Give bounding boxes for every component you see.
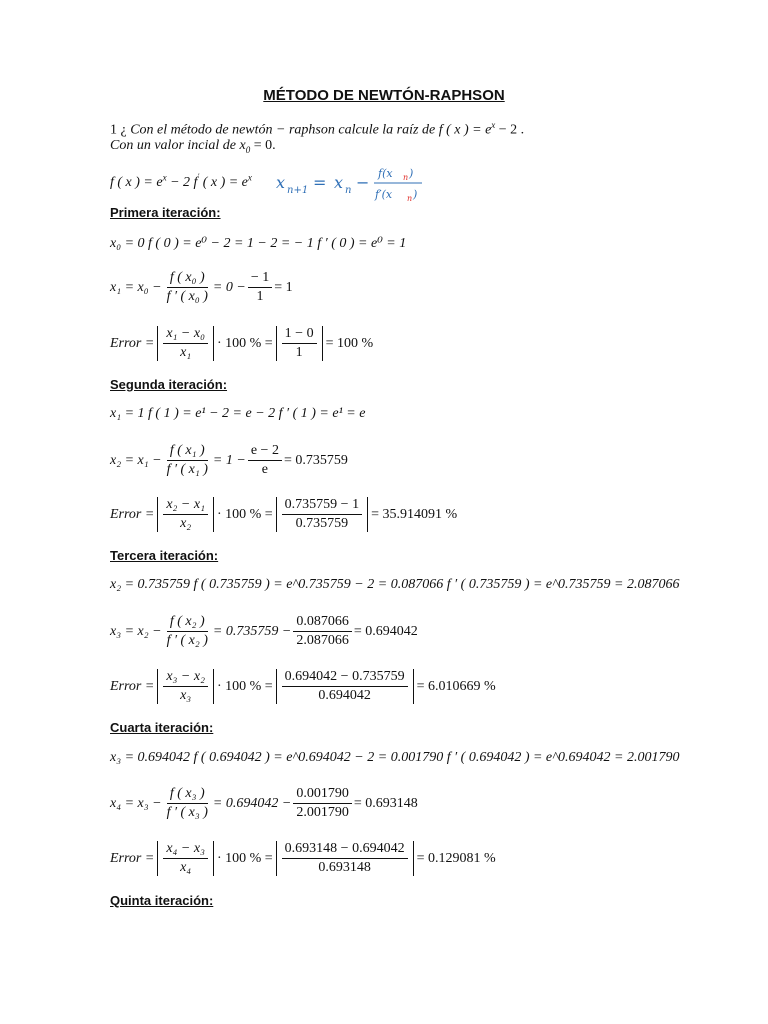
iteration-error: Error = $\frac{\text{x₁ − x₀}}{\text{x₁}}$ · 100 % = $\frac{1 - 0}{1}$ = 100 %	[110, 326, 374, 360]
iteration-evaluation: x₁ = 1 f ( 1 ) = e¹ − 2 = e − 2 f ′ ( 1 ) = e¹ = e	[110, 406, 366, 421]
svg-text:n: n	[403, 173, 409, 182]
iteration-error: Error = $\frac{\text{x₃ − x₂}}{\text{x₃}}$ · 100 % = $\frac{0.694042 - 0.735759}{0.694042}$ = 6.010669 %	[110, 669, 496, 703]
iteration-step: x₂ = x₁ − $\frac{\text{f ( x₁ )}}{\text{f ′ ( x₁ )}}$ = 1 − $\frac{e - 2}{e}$ = 0.735759	[110, 443, 348, 477]
iteration-step: x₄ = x₃ − $\frac{\text{f ( x₃ )}}{\text{f ′ ( x₃ )}}$ = 0.694042 − $\frac{0.001790}{2.001790}$ = 0.693148	[110, 786, 418, 820]
svg-text:n: n	[345, 185, 352, 196]
iteration-heading: Primera iteración:	[110, 205, 221, 220]
iteration-heading: Cuarta iteración:	[110, 720, 214, 735]
svg-text:f′(x: f′(x	[375, 188, 393, 201]
iteration-evaluation: x₀ = 0 f ( 0 ) = e⁰ − 2 = 1 − 2 = − 1 f ′ ( 0 ) = e⁰ = 1	[110, 236, 407, 251]
function-definitions: f ( x ) = $e^x - 2$ f′ ( x ) = $e^x$	[110, 172, 252, 190]
svg-text:x: x	[334, 173, 344, 192]
problem-line-2: Con un valor incial de $x_0 = 0$.	[110, 138, 276, 155]
svg-text:x: x	[276, 173, 286, 192]
svg-text:−: −	[356, 173, 370, 192]
problem-line-1: 1 ¿ Con el método de newtón − raphson calcule la raíz de f ( x ) = $e^x - 2$ .	[110, 120, 525, 138]
iteration-error: Error = $\frac{\text{x₂ − x₁}}{\text{x₂}}$ · 100 % = $\frac{0.735759 - 1}{0.735759}$ = 35.914091 %	[110, 497, 458, 531]
svg-text:): )	[413, 188, 418, 201]
svg-text:n+1: n+1	[287, 185, 309, 196]
iteration-step: x₃ = x₂ − $\frac{\text{f ( x₂ )}}{\text{f ′ ( x₂ )}}$ = 0.735759 − $\frac{0.087066}{2.087066}$ = 0.694042	[110, 614, 418, 648]
svg-text:=: =	[313, 173, 327, 192]
iteration-heading: Tercera iteración:	[110, 548, 219, 563]
iteration-error: Error = $\frac{\text{x₄ − x₃}}{\text{x₄}}$ · 100 % = $\frac{0.693148 - 0.694042}{0.693148}$ = 0.129081 %	[110, 841, 496, 875]
page-title: MÉTODO DE NEWTÓN-RAPHSON	[263, 87, 505, 104]
svg-text:n: n	[407, 194, 413, 203]
svg-text:f(x: f(x	[378, 167, 393, 180]
iteration-evaluation: x₂ = 0.735759 f ( 0.735759 ) = e^0.735759 − 2 = 0.087066 f ′ ( 0.735759 ) = e^0.735759 = 2.087066	[110, 577, 680, 592]
iteration-step: x₁ = x₀ − $\frac{\text{f ( x₀ )}}{\text{f ′ ( x₀ )}}$ = 0 − $\frac{- 1}{1}$ = 1	[110, 270, 293, 304]
svg-text:): )	[409, 167, 414, 180]
heading-quinta-iteracion: Quinta iteración:	[110, 893, 214, 908]
iteration-heading: Segunda iteración:	[110, 377, 228, 392]
newton-raphson-formula-image	[276, 163, 426, 205]
iteration-evaluation: x₃ = 0.694042 f ( 0.694042 ) = e^0.694042 − 2 = 0.001790 f ′ ( 0.694042 ) = e^0.694042 = 2.001790	[110, 750, 680, 765]
